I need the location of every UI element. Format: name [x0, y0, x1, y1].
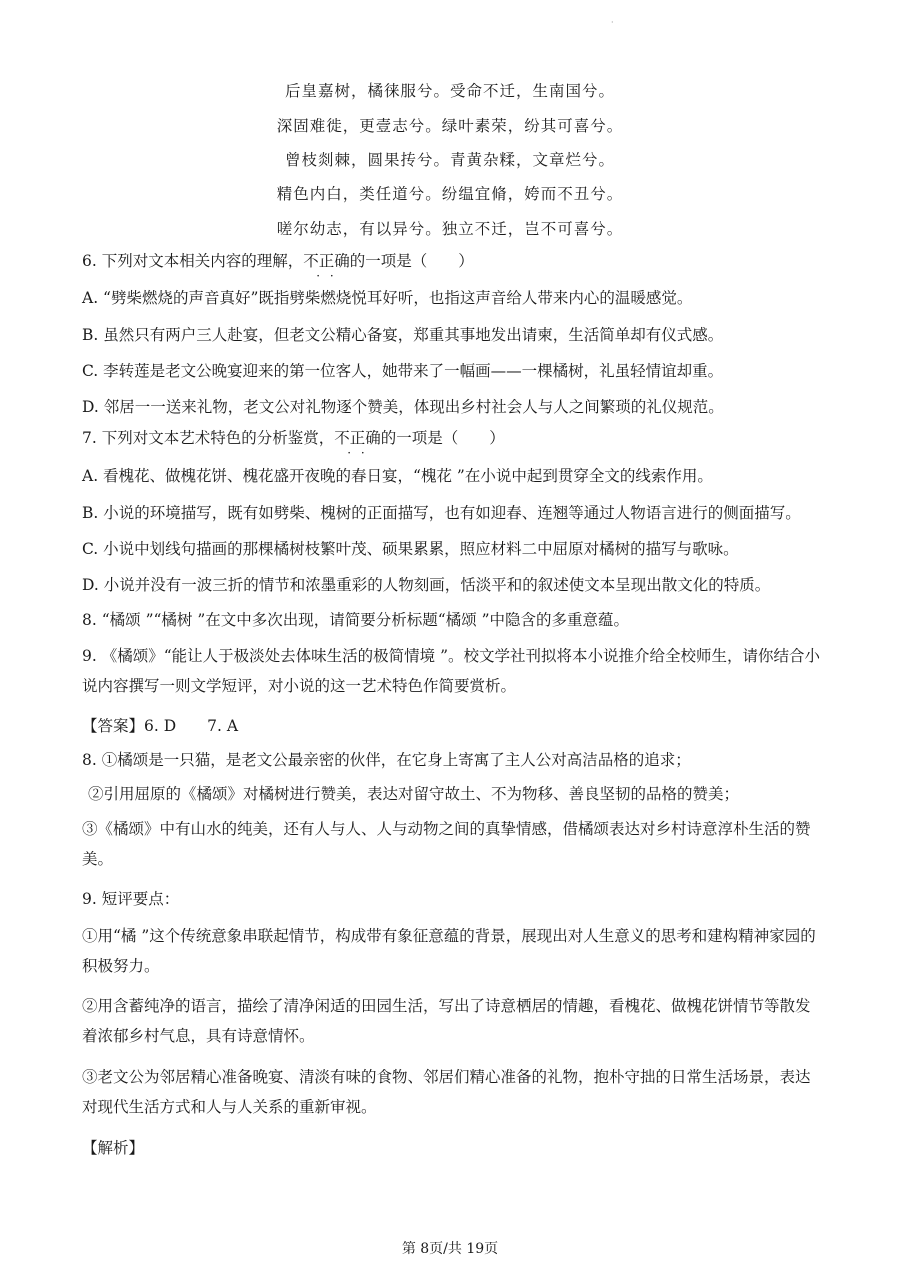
question-7-stem: 7. 下列对文本艺术特色的分析鉴赏，不正确 · ·的一项是（ ） — [82, 428, 822, 448]
answer-9-point-1: ①用“橘 ”这个传统意象串联起情节，构成带有象征意蕴的背景，展现出对人生意义的思考和建构精神家园的积极努力。 — [82, 927, 816, 975]
scan-dot: · — [611, 18, 614, 27]
answer-9-title: 9. 短评要点： — [82, 890, 180, 908]
poem-line-5: 嗟尔幼志，有以异兮。独立不迁，岂不可喜兮。 — [276, 220, 624, 238]
answer-9-point-3: ③老文公为邻居精心准备晚宴、清淡有味的食物、邻居们精心准备的礼物，抱朴守拙的日常生活场景，表达对现代生活方式和人与人关系的重新审视。 — [82, 1068, 811, 1116]
poem-line-2: 深固难徙，更壹志兮。绿叶素荣，纷其可喜兮。 — [276, 117, 624, 135]
question-6-option-a: A. “劈柴燃烧的声音真好”既指劈柴燃烧悦耳好听，也指这声音给人带来内心的温暖感觉。 — [82, 289, 693, 307]
question-7-option-b: B. 小说的环境描写，既有如劈柴、槐树的正面描写，也有如迎春、连翘等通过人物语言进行的侧面描写。 — [82, 504, 801, 522]
poem-line-3: 曾枝剡棘，圆果抟兮。青黄杂糅，文章烂兮。 — [284, 151, 615, 169]
question-6-option-c: C. 李转莲是老文公晚宴迎来的第一位客人，她带来了一幅画——一棵橘树，礼虽轻情谊却重。 — [82, 362, 724, 380]
question-6-stem: 6. 下列对文本相关内容的理解，不正确 · ·的一项是（ ） — [82, 251, 822, 271]
question-7-option-c: C. 小说中划线句描画的那棵橘树枝繁叶茂、硕果累累，照应材料二中屈原对橘树的描写与歌咏。 — [82, 540, 739, 558]
answer-8-point-3: ③《橘颂》中有山水的纯美，还有人与人、人与动物之间的真挚情感，借橘颂表达对乡村诗意淳朴生活的赞美。 — [82, 820, 811, 868]
answer-8-point-2: ②引用屈原的《橘颂》对橘树进行赞美，表达对留守故土、不为物移、善良坚韧的品格的赞美； — [88, 785, 740, 803]
question-6-option-b: B. 虽然只有两户三人赴宴，但老文公精心备宴，郑重其事地发出请柬，生活简单却有仪式感。 — [82, 326, 724, 344]
analysis-label: 【解析】 — [82, 1139, 145, 1157]
poem-line-1: 后皇嘉树，橘徕服兮。受命不迁，生南国兮。 — [284, 82, 615, 100]
question-9: 9. 《橘颂》“能让人于极淡处去体味生活的极简情境 ”。校文学社刊拟将本小说推介给全校师生，请你结合小说内容撰写一则文学短评，对小说的这一艺术特色作简要赏析。 — [82, 647, 820, 695]
answer-8-point-1: 8. ①橘颂是一只猫，是老文公最亲密的伙伴，在它身上寄寓了主人公对高洁品格的追求； — [82, 751, 691, 769]
question-6-option-d: D. 邻居一一送来礼物，老文公对礼物逐个赞美，体现出乡村社会人与人之间繁琐的礼仪规范。 — [82, 398, 724, 416]
answer-9-point-2: ②用含蓄纯净的语言，描绘了清净闲适的田园生活，写出了诗意栖居的情趣，看槐花、做槐花饼情节等散发着浓郁乡村气息，具有诗意情怀。 — [82, 997, 811, 1045]
page-number: 第 8页/共 19页 — [401, 1241, 499, 1257]
poem-line-4: 精色内白，类任道兮。纷缊宜脩，姱而不丑兮。 — [276, 185, 624, 203]
emphasis-mark: 不正确 · · — [334, 429, 381, 447]
question-8: 8. “橘颂 ”“橘树 ”在文中多次出现，请简要分析标题“橘颂 ”中隐含的多重意蕴。 — [82, 611, 630, 629]
emphasis-mark: 不正确 · · — [303, 252, 350, 270]
question-7-option-d: D. 小说并没有一波三折的情节和浓墨重彩的人物刻画，恬淡平和的叙述使文本呈现出散文化的特质。 — [82, 576, 771, 594]
answer-label: 【答案】6. D 7. A — [82, 717, 239, 735]
question-7-option-a: A. 看槐花、做槐花饼、槐花盛开夜晚的春日宴，“槐花 ”在小说中起到贯穿全文的线索作用。 — [82, 467, 713, 485]
